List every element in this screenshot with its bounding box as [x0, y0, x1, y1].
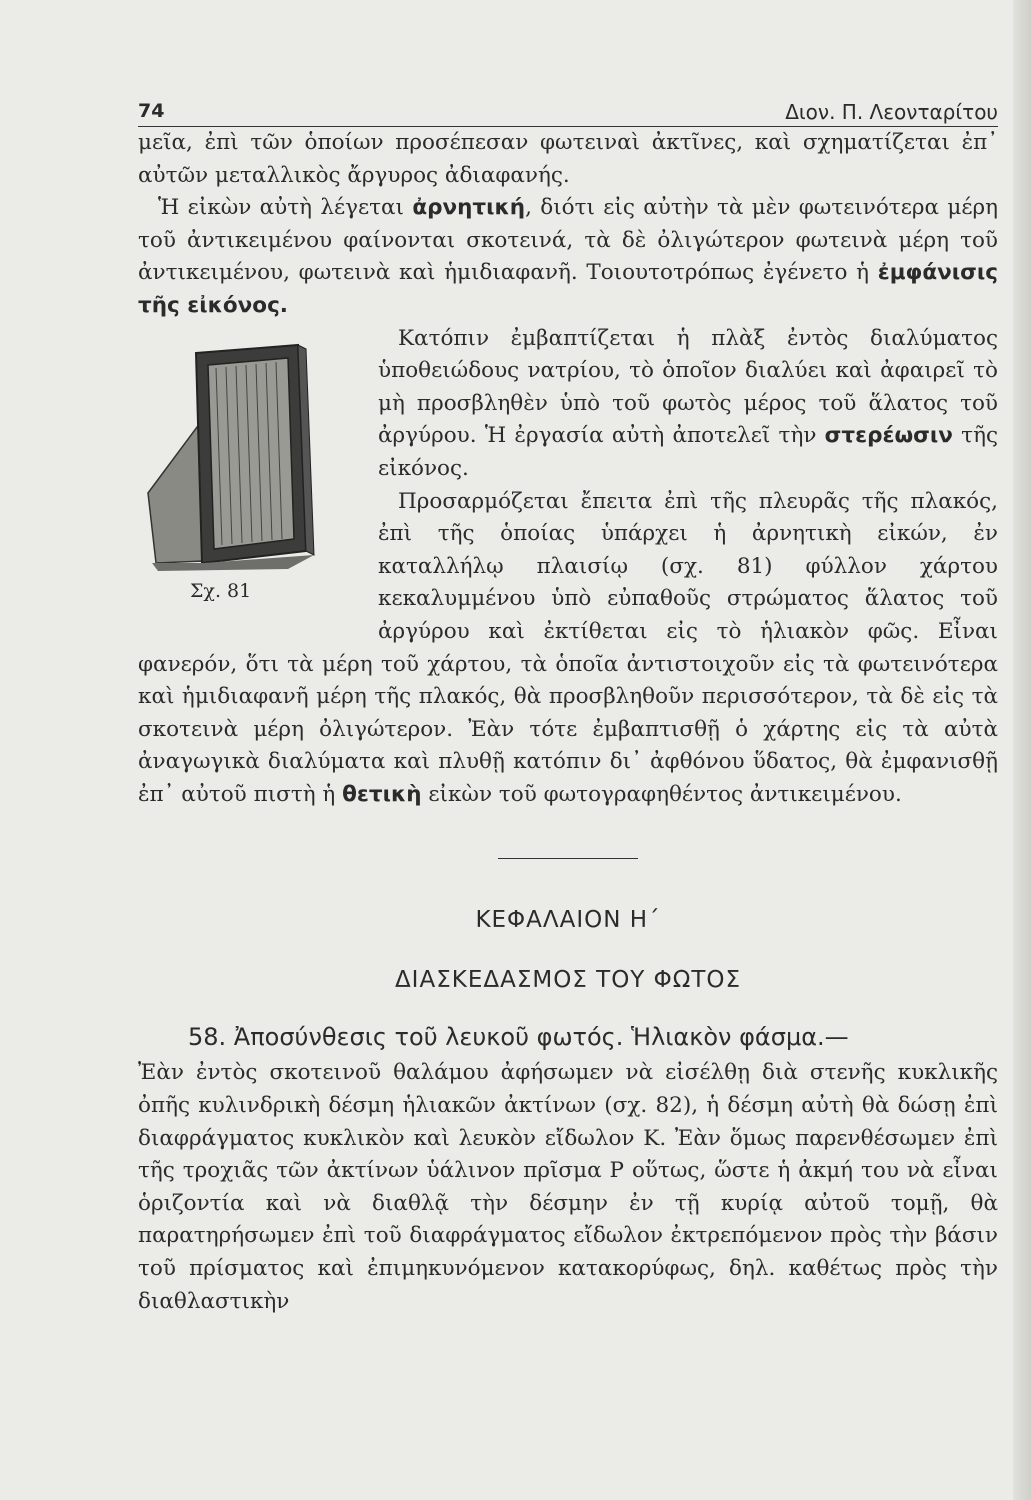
paragraph-1: μεῖα, ἐπὶ τῶν ὁποίων προσέπεσαν φωτειναὶ ἀκτῖνες, καὶ σχηματίζεται ἐπ᾽ αὐτῶν μεταλλικὸς ἄργυρος ἀδιαφανής.	[138, 130, 998, 188]
paragraph-4-text-a: Προσαρμόζεται ἔπειτα ἐπὶ τῆς πλευρᾶς τῆς πλακός, ἐπὶ τῆς ὁποίας ὑπάρχει ἡ ἀρνητικὴ εἰκών, ἐν καταλλήλῳ πλαισίῳ (σχ. 81) φύλλον χάρτου κεκαλυμμένου ὑπὸ εὐπαθοῦς στρώματος ἅλατος τοῦ ἀργύρου καὶ ἐκτίθεται εἰς τὸ ἡλιακὸν φῶς. Εἶναι φανερόν, ὅτι τὰ μέρη τοῦ χάρτου, τὰ ὁποῖα ἀντιστοιχοῦν εἰς τὰ φωτεινότερα καὶ ἡμιδιαφανῆ μέρη τῆς πλακός, θὰ προσβληθοῦν περισσότερον, τὰ δὲ εἰς τὰ σκοτεινὰ μέρη ὀλιγώτερον. Ἐὰν τότε ἐμβαπτισθῇ ὁ χάρτης εἰς τὰ αὐτὰ ἀναγωγικὰ διαλύματα καὶ πλυθῇ κατόπιν δι᾽ ἀφθόνου ὕδατος, θὰ ἐμφανισθῇ ἐπ᾽ αὐτοῦ πιστὴ ἡ	[138, 488, 998, 807]
paragraph-3-text-a: Κατόπιν ἐμβαπτίζεται ἡ πλὰξ ἐντὸς διαλύματος ὑποθειώδους νατρίου, τὸ ὁποῖον διαλύει καὶ ἀφαιρεῖ τὸ μὴ προσβληθὲν ὑπὸ τοῦ φωτὸς μέρος τοῦ ἅλατος τοῦ ἀργύρου. Ἡ ἐργασία αὐτὴ ἀποτελεῖ τὴν	[378, 325, 998, 449]
paragraph-2-text-b: , διότι εἰς αὐτὴν τὰ μὲν φωτεινότερα μέρη τοῦ ἀντικειμένου φαίνονται σκοτεινά, τὰ δὲ ὀλιγώτερον φωτεινὰ μέρη τοῦ ἀντικειμένου, φωτεινὰ καὶ ἡμιδιαφανῆ. Τοιουτοτρόπως ἐγένετο ἡ	[138, 195, 998, 286]
section-paragraph: Ἐὰν ἐντὸς σκοτεινοῦ θαλάμου ἀφήσωμεν νὰ εἰσέλθῃ διὰ στενῆς κυκλικῆς ὀπῆς κυλινδρικὴ δέσμη ἡλιακῶν ἀκτίνων (σχ. 82), ἡ δέσμη αὐτὴ θὰ δώσῃ ἐπὶ διαφράγματος κυκλικὸν καὶ λευκὸν εἴδωλον Κ. Ἐὰν ὅμως παρενθέσωμεν ἐπὶ τῆς τροχιᾶς τῶν ἀκτίνων ὑάλινον πρῖσμα Ρ οὕτως, ὥστε ἡ ἀκμή του νὰ εἶναι ὁριζοντία καὶ νὰ διαθλᾷ τὴν δέσμην ἐν τῇ κυρίᾳ αὐτοῦ τομῇ, θὰ παρατηρήσωμεν ἐπὶ τοῦ διαφράγματος εἴδωλον ἐκτρεπόμενον πρὸς τὴν βάσιν τοῦ πρίσματος καὶ ἐπιμηκυνόμενον κατακορύφως, δηλ. καθέτως πρὸς τὴν διαθλαστικὴν	[138, 1060, 998, 1314]
term-fixing: στερέωσιν	[824, 423, 953, 449]
term-negative: ἀρνητική	[412, 195, 526, 221]
figure-81	[138, 323, 363, 618]
chapter-label: ΚΕΦΑΛΑΙΟΝ Η΄	[475, 907, 661, 934]
chapter-title: ΔΙΑΣΚΕΔΑΣΜΟΣ ΤΟΥ ΦΩΤΟΣ	[394, 967, 742, 994]
section-body	[138, 1057, 998, 1318]
term-development: ἐμφάνισις τῆς εἰκόνος.	[138, 260, 998, 318]
running-head: Διον. Π. Λεονταρίτου	[785, 100, 998, 124]
section-divider	[498, 858, 638, 859]
section-heading: 58. Ἀποσύνθεσις τοῦ λευκοῦ φωτός. Ἡλιακὸν φάσμα.—	[188, 1023, 849, 1052]
page-header	[138, 96, 998, 127]
main-text	[138, 127, 998, 811]
paragraph-4-text-b: εἰκὼν τοῦ φωτογραφηθέντος ἀντικειμένου.	[421, 781, 902, 807]
term-positive: θετικὴ	[342, 781, 422, 807]
paragraph-2	[138, 192, 998, 322]
paragraph-2-text-a: Ἡ εἰκὼν αὐτὴ λέγεται	[158, 195, 413, 221]
paragraph-3-text-b: τῆς εἰκόνος.	[378, 423, 998, 481]
figure-caption: Σχ. 81	[190, 579, 252, 602]
page-edge-shadow	[1013, 0, 1031, 1500]
photo-frame-illustration	[138, 323, 363, 573]
book-page	[138, 96, 998, 1318]
page-number: 74	[138, 100, 165, 122]
